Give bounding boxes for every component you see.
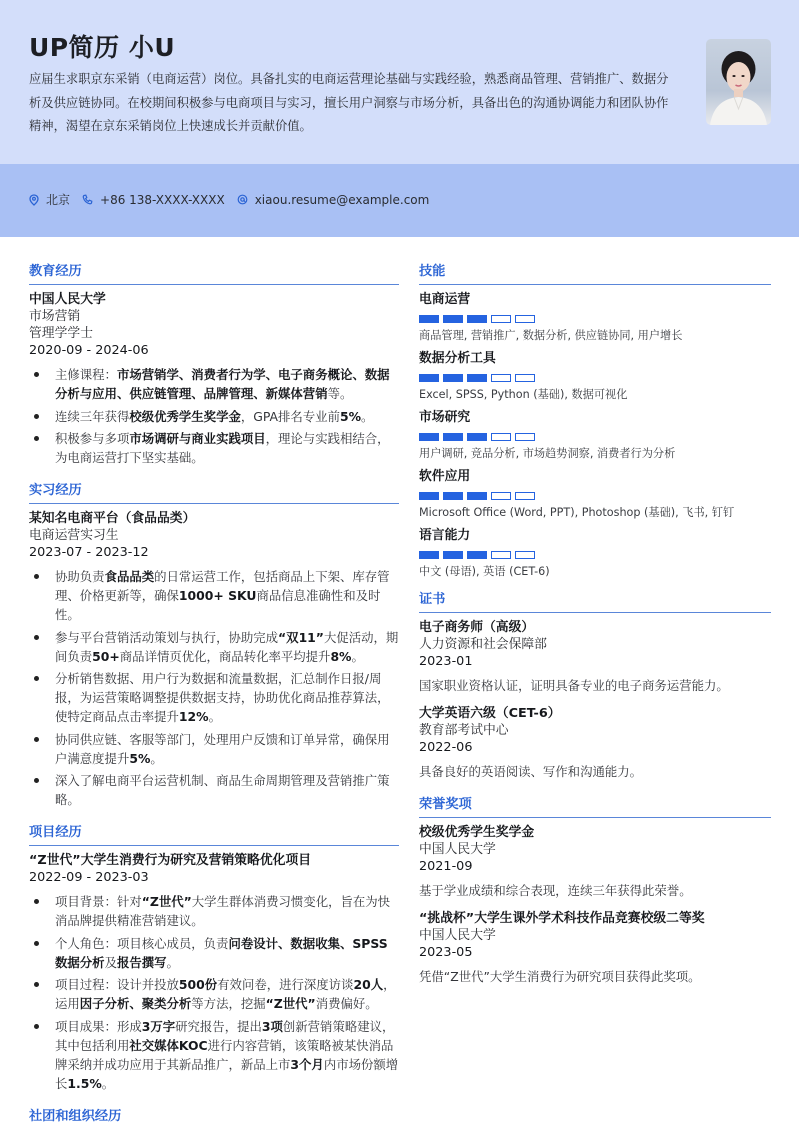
certificate-issuer: 教育部考试中心 (419, 723, 509, 738)
section-heading: 实习经历 (29, 481, 399, 504)
left-column (29, 262, 399, 1130)
award-issuer: 中国人民大学 (419, 842, 496, 857)
skill-segment-filled (419, 551, 439, 559)
skill-description: Excel, SPSS, Python (基础), 数据可视化 (419, 388, 628, 401)
skill-segment-empty (515, 551, 535, 559)
project-name: “Z世代”大学生消费行为研究及营销策略优化项目 (29, 853, 312, 868)
degree: 管理学学士 (29, 326, 93, 341)
skill-segment-empty (515, 492, 535, 500)
skill-segment-filled (419, 492, 439, 500)
skill-segment-filled (419, 374, 439, 382)
list-item: 参与平台营销活动策划与执行，协助完成“双11”大促活动，期间负责50+商品详情页优化，商品转化率平均提升8%。 (29, 628, 399, 666)
section-heading: 技能 (419, 262, 771, 285)
education-section (29, 262, 399, 467)
list-item: 项目成果：形成3万字研究报告，提出3项创新营销策略建议，其中包括利用社交媒体KOC进行内容营销，该策略被某快消品牌采纳并成功应用于其新品推广，新品上市3个月内市场份额增长1.5%。 (29, 1017, 399, 1093)
skill-segment-filled (467, 315, 487, 323)
right-column (419, 262, 771, 1000)
certificate-issuer: 人力资源和社会保障部 (419, 637, 547, 652)
certificate-name: 大学英语六级（CET-6） (419, 706, 561, 721)
skill-segment-filled (467, 551, 487, 559)
job-role: 电商运营实习生 (29, 528, 119, 543)
award-item (419, 824, 771, 900)
award-name: “挑战杯”大学生课外学术科技作品竞赛校级二等奖 (419, 911, 705, 926)
avatar (706, 39, 771, 125)
skill-segment-filled (443, 492, 463, 500)
award-desc: 基于学业成绩和综合表现，连续三年获得此荣誉。 (419, 883, 692, 898)
skill-segment-filled (467, 492, 487, 500)
section-heading: 荣誉奖项 (419, 795, 771, 818)
project-bullets (29, 892, 399, 1093)
awards-section (419, 795, 771, 986)
skill-level-meter (419, 374, 771, 382)
section-heading: 教育经历 (29, 262, 399, 285)
list-item: 项目过程：设计并投放500份有效问卷，进行深度访谈20人，运用因子分析、聚类分析等方法，挖掘“Z世代”消费偏好。 (29, 975, 399, 1013)
skill-segment-filled (419, 315, 439, 323)
certificate-desc: 国家职业资格认证，证明具备专业的电子商务运营能力。 (419, 678, 729, 693)
award-name: 校级优秀学生奖学金 (419, 825, 535, 840)
award-issuer: 中国人民大学 (419, 928, 496, 943)
skill-item (419, 409, 771, 462)
school-name: 中国人民大学 (29, 292, 106, 307)
award-date: 2023-05 (419, 945, 473, 960)
skill-segment-filled (443, 374, 463, 382)
certificate-date: 2023-01 (419, 654, 473, 669)
at-sign-icon (237, 194, 248, 205)
award-date: 2021-09 (419, 859, 473, 874)
list-item: 积极参与多项市场调研与商业实践项目，理论与实践相结合，为电商运营打下坚实基础。 (29, 429, 399, 467)
list-item: 协助负责食品品类的日常运营工作，包括商品上下架、库存管理、价格更新等，确保1000+ SKU商品信息准确性和及时性。 (29, 567, 399, 624)
list-item: 项目背景：针对“Z世代”大学生群体消费习惯变化，旨在为快消品牌提供精准营销建议。 (29, 892, 399, 930)
list-item: 个人角色：项目核心成员，负责问卷设计、数据收集、SPSS数据分析及报告撰写。 (29, 934, 399, 972)
major: 市场营销 (29, 309, 81, 324)
skill-name: 电商运营 (419, 292, 471, 307)
skill-segment-empty (515, 374, 535, 382)
contact-row (29, 191, 441, 208)
skills-list (419, 291, 771, 580)
profile-summary: 应届生求职京东采销（电商运营）岗位。具备扎实的电商运营理论基础与实践经验，熟悉商品管理、营销推广、数据分析及供应链协同。在校期间积极参与电商项目与实习，擅长用户洞察与市场分析，具备出色的沟通协调能力和团队协作精神，渴望在京东采销岗位上快速成长并贡献价值。 (29, 72, 669, 133)
certificate-name: 电子商务师（高级） (419, 620, 535, 635)
skill-item (419, 291, 771, 344)
skill-segment-filled (419, 433, 439, 441)
award-item (419, 910, 771, 986)
certificate-desc: 具备良好的英语阅读、写作和沟通能力。 (419, 764, 643, 779)
certificate-item (419, 705, 771, 781)
skills-section (419, 262, 771, 580)
email-text: xiaou.resume@example.com (254, 192, 430, 207)
award-desc: 凭借“Z世代”大学生消费行为研究项目获得此奖项。 (419, 969, 701, 984)
skill-level-meter (419, 551, 771, 559)
certificate-item (419, 619, 771, 695)
portrait-photo (706, 39, 771, 125)
education-date: 2020-09 - 2024-06 (29, 343, 149, 358)
skill-name: 软件应用 (419, 469, 471, 484)
list-item: 协同供应链、客服等部门，处理用户反馈和订单异常，确保用户满意度提升5%。 (29, 730, 399, 768)
skill-item (419, 527, 771, 580)
skill-description: 用户调研, 竞品分析, 市场趋势洞察, 消费者行为分析 (419, 447, 676, 460)
certificate-date: 2022-06 (419, 740, 473, 755)
skill-segment-empty (491, 551, 511, 559)
skill-description: Microsoft Office (Word, PPT), Photoshop (基础), 飞书, 钉钉 (419, 506, 735, 519)
skill-level-meter (419, 315, 771, 323)
skill-level-meter (419, 433, 771, 441)
section-heading: 证书 (419, 590, 771, 613)
skill-name: 市场研究 (419, 410, 471, 425)
contact-phone[interactable] (82, 193, 225, 207)
education-bullets (29, 365, 399, 467)
location-text: 北京 (46, 193, 71, 207)
section-heading: 项目经历 (29, 823, 399, 846)
internship-date: 2023-07 - 2023-12 (29, 545, 149, 560)
skill-segment-filled (443, 315, 463, 323)
skill-description: 商品管理, 营销推广, 数据分析, 供应链协同, 用户增长 (419, 329, 683, 342)
project-section (29, 823, 399, 1093)
skill-segment-empty (515, 315, 535, 323)
contact-location (29, 191, 70, 208)
skill-segment-filled (467, 374, 487, 382)
list-item: 深入了解电商平台运营机制、商品生命周期管理及营销推广策略。 (29, 771, 399, 809)
list-item: 连续三年获得校级优秀学生奖学金，GPA排名专业前5%。 (29, 407, 399, 426)
skill-level-meter (419, 492, 771, 500)
skill-description: 中文 (母语), 英语 (CET-6) (419, 565, 550, 578)
list-item: 分析销售数据、用户行为数据和流量数据，汇总制作日报/周报，为运营策略调整提供数据支持，协助优化商品推荐算法，使特定商品点击率提升12%。 (29, 669, 399, 726)
skill-item (419, 350, 771, 403)
candidate-name: UP简历 小U (29, 33, 176, 62)
skill-segment-filled (443, 433, 463, 441)
phone-icon (82, 194, 93, 205)
project-date: 2022-09 - 2023-03 (29, 870, 149, 885)
skill-name: 数据分析工具 (419, 351, 496, 366)
skill-segment-empty (491, 433, 511, 441)
skill-segment-empty (491, 374, 511, 382)
phone-text: +86 138-XXXX-XXXX (100, 192, 225, 207)
skill-item (419, 468, 771, 521)
internship-bullets (29, 567, 399, 809)
company-name: 某知名电商平台（食品品类） (29, 511, 196, 526)
list-item: 主修课程：市场营销学、消费者行为学、电子商务概论、数据分析与应用、供应链管理、品牌管理、新媒体营销等。 (29, 365, 399, 403)
skill-name: 语言能力 (419, 528, 471, 543)
skill-segment-filled (467, 433, 487, 441)
contact-email[interactable] (237, 193, 430, 207)
section-heading-clubs: 社团和组织经历 (29, 1108, 122, 1124)
map-pin-icon (29, 194, 39, 206)
skill-segment-empty (491, 492, 511, 500)
skill-segment-empty (491, 315, 511, 323)
internship-section (29, 481, 399, 809)
skill-segment-empty (515, 433, 535, 441)
skill-segment-filled (443, 551, 463, 559)
certificates-section (419, 590, 771, 781)
